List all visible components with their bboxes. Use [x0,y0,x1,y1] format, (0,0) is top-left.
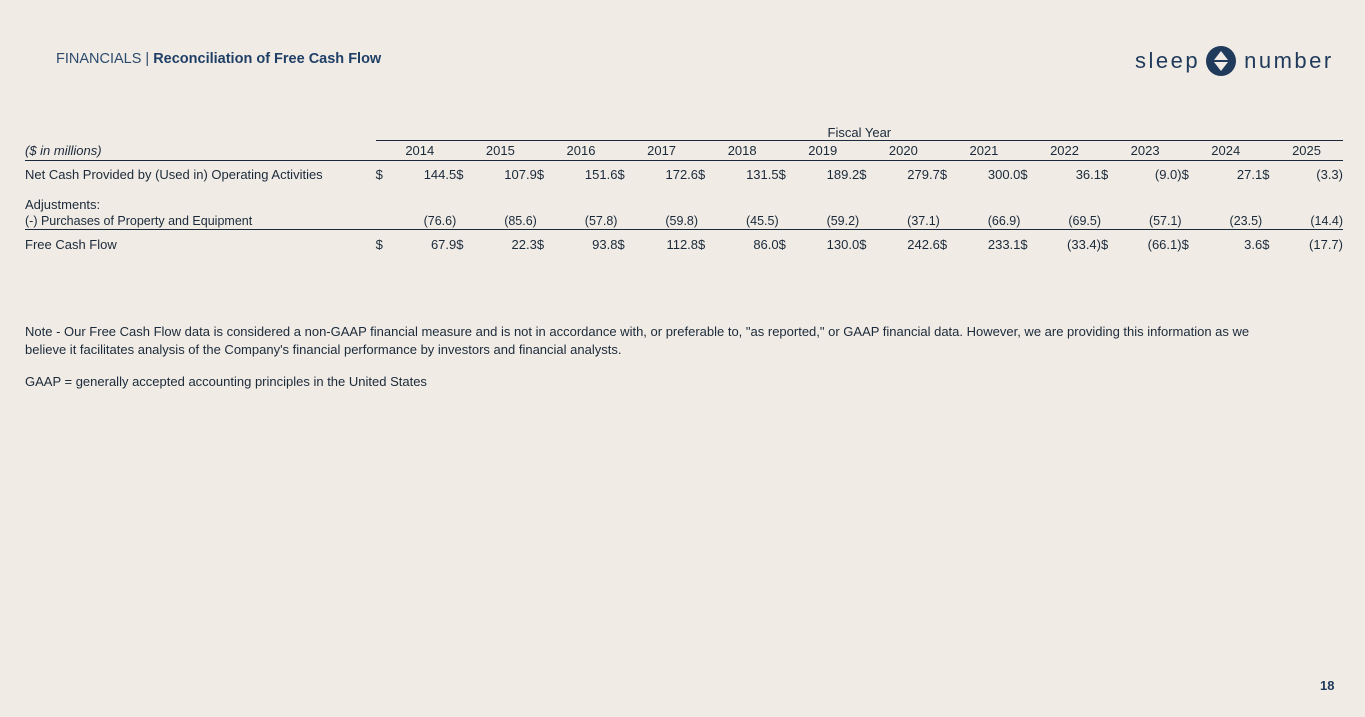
row-label-free-cash-flow: Free Cash Flow [25,236,117,252]
logo-right-word: number [1244,48,1334,73]
value-cell-free-cash-flow-2023: (66.1) [1147,236,1182,252]
table-row [25,213,1343,230]
value-cell-free-cash-flow-2016: 93.8 [592,236,618,252]
value-cell-purchases-2016: (57.8) [559,213,617,230]
currency-symbol: $ [1020,236,1028,252]
title-separator: | [145,51,150,67]
currency-symbol: $ [536,236,545,252]
table-row [25,195,1343,213]
currency-symbol: $ [1020,166,1028,182]
value-cell-purchases-2014: (76.6) [398,213,456,230]
currency-symbol: $ [698,236,706,252]
table-row [25,161,1343,188]
value-cell-purchases-2017: (59.8) [640,213,698,230]
value-cell-net-cash-2020: 279.7 [907,166,940,182]
year-header-2022: 2022 [1020,141,1101,161]
free-cash-flow-table [25,124,1343,258]
logo-left-word: sleep [1135,48,1201,73]
empty-cell [1262,213,1284,230]
page-number: 18 [1320,678,1335,693]
year-header-2019: 2019 [779,141,860,161]
value-cell-net-cash-2014: 144.5 [423,166,457,182]
value-cell-purchases-2022: (69.5) [1043,213,1101,230]
empty-cell [376,213,398,230]
value-cell-net-cash-2019: 189.2 [826,166,860,182]
currency-symbol: $ [1181,166,1189,182]
year-header-2021: 2021 [940,141,1021,161]
empty-cell [698,213,720,230]
currency-symbol: $ [1101,166,1109,182]
sleep-number-logo [1135,46,1334,76]
year-header-2024: 2024 [1182,141,1263,161]
currency-symbol: $ [617,166,625,182]
currency-symbol: $ [939,166,948,182]
year-header-2018: 2018 [698,141,779,161]
currency-symbol: $ [536,166,545,182]
year-header-2020: 2020 [859,141,940,161]
value-cell-free-cash-flow-2021: 233.1 [987,236,1021,252]
empty-cell [537,213,559,230]
value-cell-free-cash-flow-2020: 242.6 [907,236,940,252]
value-cell-free-cash-flow-2025: (17.7) [1309,236,1343,252]
empty-cell [617,213,639,230]
value-cell-net-cash-2022: 36.1 [1075,166,1101,182]
non-gaap-note: Note - Our Free Cash Flow data is considered a non-GAAP financial measure and is not in accordance with, or preferable to, "as reported," or GAAP financial data. However, we are providing this information as we believe it facilitates analysis of the Company's financial performance by investors and financial analysts. [25,324,1250,357]
gaap-definition-note: GAAP = generally accepted accounting principles in the United States [25,374,427,389]
fiscal-year-label: Fiscal Year [376,124,1343,141]
empty-cell [1182,213,1204,230]
value-cell-purchases-2024: (23.5) [1204,213,1262,230]
value-cell-net-cash-2021: 300.0 [987,166,1021,182]
currency-symbol: $ [1262,166,1270,182]
value-cell-purchases-2025: (14.4) [1284,213,1343,230]
value-cell-free-cash-flow-2015: 22.3 [511,236,537,252]
value-cell-free-cash-flow-2019: 130.0 [826,236,860,252]
value-cell-purchases-2020: (37.1) [881,213,939,230]
currency-symbol: $ [859,166,867,182]
value-cell-purchases-2018: (45.5) [720,213,778,230]
currency-symbol: $ [617,236,625,252]
value-cell-net-cash-2025: (3.3) [1316,166,1343,182]
row-label-purchases: (-) Purchases of Property and Equipment [25,213,376,230]
currency-symbol: $ [456,236,464,252]
value-cell-free-cash-flow-2018: 86.0 [753,236,779,252]
up-down-arrow-circle-icon [1206,46,1236,76]
value-cell-free-cash-flow-2024: 3.6 [1244,236,1263,252]
currency-symbol: $ [778,236,786,252]
currency-symbol: $ [456,166,464,182]
empty-cell [859,213,881,230]
value-cell-free-cash-flow-2014: 67.9 [430,236,457,252]
table-row [25,230,1343,259]
value-cell-net-cash-2017: 172.6 [665,166,699,182]
value-cell-net-cash-2023: (9.0) [1154,166,1182,182]
currency-symbol: $ [1181,236,1189,252]
row-label-net-cash: Net Cash Provided by (Used in) Operating Activities [25,166,323,182]
value-cell-purchases-2015: (85.6) [478,213,536,230]
value-cell-net-cash-2024: 27.1 [1236,166,1263,182]
currency-symbol: $ [1262,236,1270,252]
page-title [56,51,381,67]
year-header-row [25,141,1343,161]
year-header-2017: 2017 [617,141,698,161]
value-cell-net-cash-2016: 151.6 [584,166,618,182]
units-label: ($ in millions) [25,141,376,161]
empty-cell [1020,213,1042,230]
adjustments-label: Adjustments: [25,196,101,212]
title-subject: Reconciliation of Free Cash Flow [153,51,382,67]
value-cell-net-cash-2015: 107.9 [504,166,537,182]
empty-cell [779,213,801,230]
currency-symbol: $ [698,166,706,182]
value-cell-purchases-2023: (57.1) [1123,213,1181,230]
value-cell-free-cash-flow-2022: (33.4) [1067,236,1101,252]
currency-symbol: $ [939,236,948,252]
fiscal-year-header-row [25,124,1343,141]
empty-cell [456,213,478,230]
currency-symbol: $ [859,236,867,252]
year-header-2016: 2016 [537,141,618,161]
year-header-2014: 2014 [376,141,457,161]
value-cell-purchases-2021: (66.9) [962,213,1020,230]
currency-symbol: $ [375,236,383,252]
value-cell-net-cash-2018: 131.5 [746,166,779,182]
year-header-2023: 2023 [1101,141,1182,161]
year-header-2025: 2025 [1262,141,1343,161]
value-cell-free-cash-flow-2017: 112.8 [666,236,699,252]
currency-symbol: $ [1101,236,1109,252]
currency-symbol: $ [375,166,383,182]
empty-cell [940,213,962,230]
title-section: FINANCIALS [56,51,142,67]
currency-symbol: $ [778,166,786,182]
value-cell-purchases-2019: (59.2) [801,213,859,230]
year-header-2015: 2015 [456,141,537,161]
empty-cell [1101,213,1123,230]
